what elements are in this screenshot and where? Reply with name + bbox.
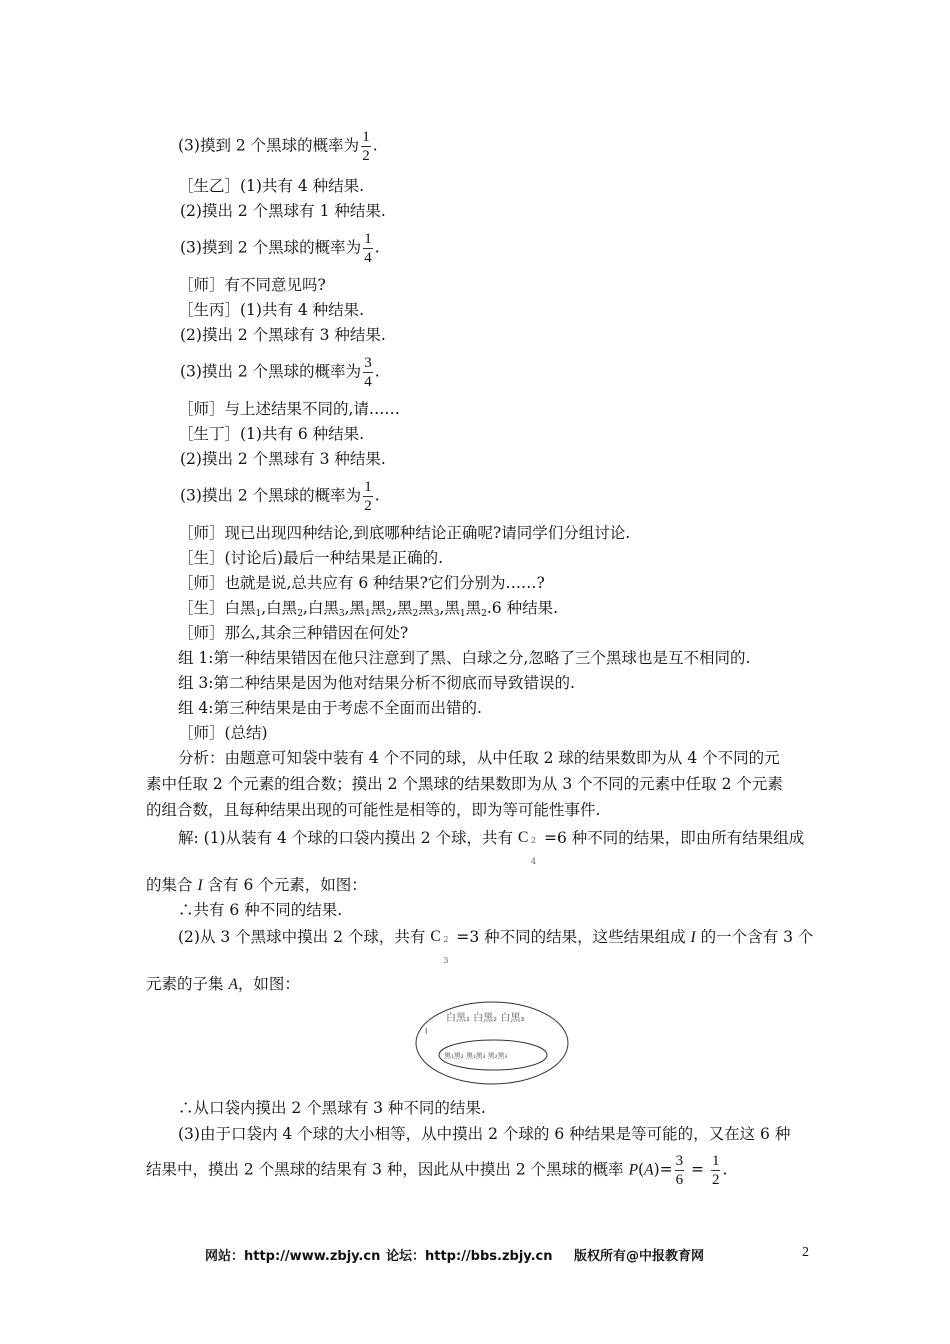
numerator: 1 — [362, 129, 370, 145]
footer-forum[interactable]: 论坛：http://bbs.zbjy.cn — [386, 1249, 553, 1264]
numerator: 1 — [711, 1153, 720, 1169]
probability-symbol: P — [628, 1161, 639, 1179]
results-text: 黑 — [418, 599, 434, 617]
analysis-line-3: 的组合数，且每种结果出现的可能性是相等的，即为等可能性事件. — [146, 801, 601, 819]
line-10: ［生丁］(1)共有 6 种结果. — [178, 425, 365, 443]
fraction — [363, 230, 373, 267]
solution-text: (2)从 3 个黑球中摸出 2 个球，共有 — [178, 928, 431, 946]
line-text: (3)摸出 2 个黑球的概率为 — [180, 486, 362, 505]
solution-text: =6 种不同的结果，即由所有结果组成 — [543, 829, 805, 847]
solution-text: 含有 6 个元素，如图： — [202, 876, 367, 894]
line-text: (3)摸到 2 个黑球的概率为 — [180, 238, 362, 257]
results-text: ,黑 — [439, 599, 460, 617]
solution-text: 解: (1)从装有 4 个球的口袋内摸出 2 个球，共有 — [178, 829, 518, 847]
denominator: 4 — [364, 250, 372, 266]
subscript: 1 — [255, 609, 262, 619]
line-end: . — [374, 238, 380, 257]
solution-text: 的一个含有 3 个 — [695, 928, 814, 946]
solution-3b-line: 结果中，摸出 2 个黑球的结果有 3 种，因此从中摸出 2 个黑球的概率 P(A)= $\frac{3}{6}$ = $\frac{1}{2}$ . — [146, 1153, 728, 1188]
fraction — [363, 354, 373, 391]
results-text: 黑 — [465, 599, 482, 617]
fraction — [363, 478, 373, 515]
subscript: 2 — [297, 609, 303, 619]
combination-sup: 2 — [530, 836, 537, 845]
line-12 — [180, 478, 380, 515]
results-text: ,黑 — [344, 599, 366, 617]
line-2: ［生乙］(1)共有 4 种结果. — [178, 177, 365, 195]
solution-text: =3 种不同的结果，这些结果组成 — [456, 928, 691, 946]
line-16: ［师］那么,其余三种错因在何处? — [178, 624, 409, 642]
results-suffix: .6 种结果. — [486, 599, 559, 617]
fraction — [361, 128, 371, 165]
line-14: ［生］(讨论后)最后一种结果是正确的. — [178, 549, 444, 567]
diagram-label-I: I — [425, 1027, 428, 1036]
line-text: (3)摸到 2 个黑球的概率为 — [178, 136, 360, 155]
solution-2b-line — [146, 973, 300, 996]
subset-symbol: A — [228, 976, 238, 993]
combination — [517, 827, 544, 866]
page-number: 2 — [802, 1245, 809, 1260]
results-text: 黑 — [370, 599, 387, 617]
line-end: . — [722, 1160, 728, 1179]
footer-website[interactable]: 网站：http://www.zbjy.cn — [205, 1249, 381, 1264]
line-1 — [178, 128, 378, 165]
numerator: 3 — [675, 1153, 684, 1169]
line-15: ［师］也就是说,总共应有 6 种结果?它们分别为……? — [178, 574, 545, 592]
line-end: . — [374, 362, 380, 381]
results-prefix: ［生］白黑 — [178, 599, 256, 617]
analysis-line-2: 素中任取 2 个元素的组合数；摸出 2 个黑球的结果数即为从 3 个不同的元素中任取 2 个元素 — [146, 775, 783, 793]
solution-2c-line: ∴从口袋内摸出 2 个黑球有 3 种不同的结果. — [178, 1099, 486, 1117]
line-20: ［师］(总结) — [178, 724, 268, 742]
combination — [430, 926, 456, 965]
line-end: . — [372, 136, 378, 155]
line-6: ［生丙］(1)共有 4 种结果. — [178, 301, 365, 319]
subscript: 1 — [459, 609, 466, 619]
line-19: 组 4:第三种结果是由于考虑不全面而出错的. — [178, 699, 482, 717]
subscript: 1 — [365, 609, 371, 619]
results-text: ,白黑 — [261, 599, 298, 617]
fraction — [711, 1152, 721, 1189]
event-symbol: A — [644, 1161, 654, 1179]
solution-1c-line: ∴共有 6 种不同的结果. — [178, 901, 343, 919]
line-5: ［师］有不同意见吗? — [178, 276, 326, 294]
numerator: 1 — [364, 479, 372, 495]
denominator: 6 — [675, 1172, 684, 1188]
denominator: 4 — [364, 374, 372, 390]
line-3: (2)摸出 2 个黑球有 1 种结果. — [180, 202, 386, 220]
subscript: 2 — [481, 609, 487, 619]
set-symbol: I — [690, 929, 696, 946]
line-18: 组 3:第二种结果是因为他对结果分析不彻底而导致错误的. — [178, 674, 575, 692]
line-13: ［师］现已出现四种结论,到底哪种结论正确呢?请同学们分组讨论. — [178, 524, 631, 542]
solution-1-line — [178, 827, 805, 866]
line-11: (2)摸出 2 个黑球有 3 种结果. — [180, 450, 386, 468]
line-end: . — [374, 486, 380, 505]
solution-text: 结果中，摸出 2 个黑球的结果有 3 种，因此从中摸出 2 个黑球的概率 — [146, 1160, 629, 1179]
results-line — [178, 597, 558, 625]
equals: )= — [653, 1160, 673, 1179]
subscript: 2 — [386, 609, 393, 619]
analysis-line-1: 分析：由题意可知袋中装有 4 个不同的球，从中任取 2 球的结果数即为从 4 个不同的元 — [178, 749, 780, 767]
combination-sub: 3 — [443, 956, 449, 965]
solution-3-line: (3)由于口袋内 4 个球的大小相等，从中摸出 2 个球的 6 种结果是等可能的，又在这 6 种 — [178, 1125, 791, 1143]
diagram-black-black-items: 黑₁黑₂ 黑₁黑₃ 黑₂黑₃ — [444, 1052, 508, 1060]
solution-1b-line — [146, 874, 367, 897]
fraction — [675, 1152, 685, 1189]
denominator: 2 — [364, 498, 372, 514]
combination-symbol: C — [517, 829, 529, 846]
combination-sub: 4 — [530, 857, 537, 866]
footer-copyright: 版权所有@中报教育网 — [574, 1249, 705, 1264]
line-8 — [180, 354, 380, 391]
subscript: 3 — [338, 609, 345, 619]
solution-text: 的集合 — [146, 876, 198, 894]
combination-symbol: C — [430, 928, 441, 945]
diagram-white-black-items: 白黑₁ 白黑₂ 白黑₃ — [446, 1013, 525, 1024]
denominator: 2 — [711, 1172, 720, 1188]
results-text: ,白黑 — [302, 599, 339, 617]
subscript: 2 — [412, 609, 419, 619]
solution-text: 元素的子集 — [146, 975, 229, 993]
line-text: (3)摸出 2 个黑球的概率为 — [180, 362, 362, 381]
numerator: 3 — [364, 355, 372, 371]
line-17: 组 1:第一种结果错因在他只注意到了黑、白球之分,忽略了三个黑球也是互不相同的. — [178, 649, 751, 667]
solution-2-line — [178, 926, 814, 965]
solution-text: ，如图： — [237, 975, 300, 993]
set-symbol: I — [197, 877, 203, 894]
denominator: 2 — [362, 148, 370, 164]
subscript: 3 — [433, 609, 440, 619]
results-text: ,黑 — [392, 599, 413, 617]
line-9: ［师］与上述结果不同的,请…… — [178, 400, 400, 418]
line-4 — [180, 230, 380, 267]
line-7: (2)摸出 2 个黑球有 3 种结果. — [180, 326, 386, 344]
combination-sup: 2 — [443, 935, 449, 944]
venn-diagram — [414, 1000, 570, 1086]
numerator: 1 — [364, 231, 372, 247]
